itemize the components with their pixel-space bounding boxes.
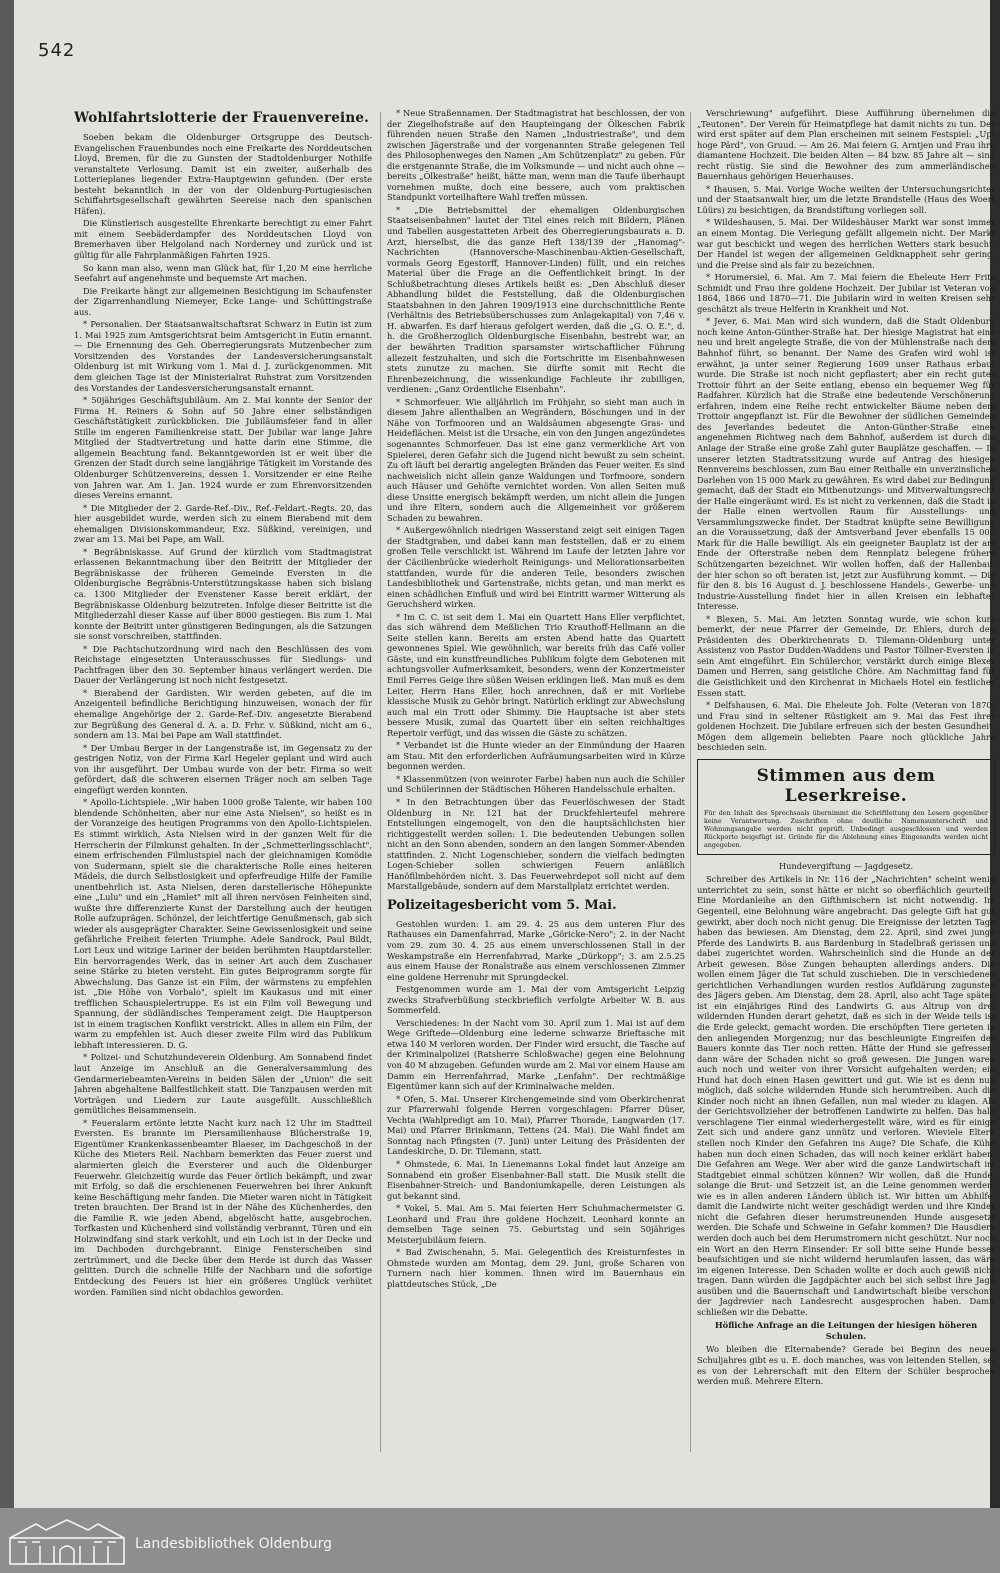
- letter-subheading: Höfliche Anfrage an die Leitungen der hiesigen höheren Schulen.: [714, 1320, 978, 1341]
- article-paragraph: * Jever, 6. Mai. Man wird sich wundern, daß die Stadt Oldenburg noch keine Anton-Günther-Straße hat. Der hiesige Magistrat hat eine neu und breit angelegte Straße, die von der Mühlenstraße nach dem Bahnhof führt, so benannt. Der Name des Grafen wird wohl ist erwähnt, ja unter seiner Regierung 1609 unser Rathaus erbaut wurde. Die Straße ist noch nicht gepflastert; aber ein recht gutes Trottoir führt an der Seite entlang, ebenso ein bequemer Weg für Radfahrer. Kürzlich hat die Straße eine bedeutende Verschönerung erfahren, indem eine Reihe recht entwickelter Bäume neben dem Trottoir angepflanzt ist. Für die Bewohner der südlichen Gemeinden des Jeverlandes bedeutet die Anton-Günther-Straße einen angenehmen Richtweg nach dem Bahnhof, außerdem ist durch die Anlage der Straße eine große Zahl guter Bauplätze geschaffen. — In unserer letzten Stadtratssitzung wurde auf Antrag des hiesigen Rennvereins beschlossen, zum Bau einer Reithalle ein unverzinsliches Darlehen von 15 000 Mark zu gewähren. Es wird dabei zur Bedingung gemacht, daß der Stadt ein Mitbenutzungs- und Mitverwaltungsrecht der Halle eingeräumt wird. Es ist nicht zu verkennen, daß die Stadt in der Halle einen wertvollen Raum für Ausstellungs- und Versammlungszwecke findet. Der Stadtrat knüpfte seine Bewilligung an die Voraussetzung, daß der Amtsverband Jever ebenfalls 15 000 Mark für die Halle bewilligt. Als ein geeigneter Bauplatz ist der am Ende der Ofterstraße neben dem Rennplatz belegene frühere Schützengarten bezeichnet. Wir wollen hoffen, daß der Hallenbau, der hier schon so oft beraten ist, jetzt zur Ausführung kommt. — Die für den 8. bis 16 August d. J. beschlossene Handels-, Gewerbe- und Industrie-Ausstellung findet hier in allen Kreisen ein lebhaftes Interesse.: [697, 316, 995, 612]
- article-paragraph: * Der Umbau Berger in der Langenstraße ist, im Gegensatz zu der gestrigen Notiz, von der Firma Karl Hegeler geplant und wird auch von ihr ausgeführt. Der Umbau wurde von der betr. Firma so weit gefördert, daß die schweren eisernen Träger noch am selben Tage eingefügt werden konnten.: [74, 742, 372, 795]
- article-paragraph: * Vokel, 5. Mai. Am 5. Mai feierten Herr Schuhmachermeister G. Leonhard und Frau ihre goldene Hochzeit. Leonhard konnte an demselben Tage seinen 75. Geburtstag und sein 50jähriges Meisterjubiläum feiern.: [387, 1203, 685, 1245]
- article-paragraph: Festgenommen wurde am 1. Mai der vom Amtsgericht Leipzig zwecks Strafverbüßung steckbrieflich verfolgte Arbeiter W. B. aus Sommerfeld.: [387, 984, 685, 1016]
- article-paragraph: * Die Mitglieder der 2. Garde-Ref.-Div., Ref.-Feldart.-Regts. 20, das hier ausgebildet wurde, werden sich zu einem Bierabend mit dem ehemaligen Divisionskommandeur, Exz. Süßkind, vereinigen, und zwar am 13. Mai bei Pape, am Wall.: [74, 502, 372, 545]
- article-paragraph: Die Künstlerisch ausgestellte Ehrenkarte berechtigt zu einer Fahrt mit einem Seebäderdampfer des Norddeutschen Lloyd von Bremerhaven über Helgoland nach Norderney und zurück und ist gültig für alle Fahrplanmäßigen Fahrten 1925.: [74, 218, 372, 261]
- article-paragraph: * 50jähriges Geschäftsjubiläum. Am 2. Mai konnte der Senior der Firma H. Reiners & Sohn auf 50 Jahre einer selbständigen Geschäftstätigkeit zurückblicken. Die Jubiläumsfeier fand in aller Stille im engeren Familienkreise statt. Der Jubilar war lange Jahre Mitglied der Stadtvertretung und hatte darin eine Stimme, die allgemein Beachtung fand. Bekanntgeworden ist er weit über die Grenzen der Stadt durch seine langjährige Tätigkeit im Vorstande des Oldenburger Schützenvereins, dessen 1. Vorsitzender er eine Reihe von Jahren war. Am 1. Jan. 1924 wurde er zum Ehrenvorsitzenden dieses Vereins ernannt.: [74, 395, 372, 501]
- library-building-icon: [6, 1518, 128, 1572]
- article-paragraph: * Im C. C. ist seit dem 1. Mai ein Quartett Hans Eller verpflichtet, das sich während dem Meßlichen Trio Krauthoff-Hellmann an die Seite stellen kann. Bereits am ersten Abend hatte das Quartett gewonnenes Spiel. Wie gewöhnlich, war bereits früh das Café voller Gäste, und ein kunstfreundliches Publikum folgte dem Gebotenen mit achtungsvoller Aufmerksamkeit, besonders, wenn der Konzertmeister Emil Ferres Geige ihre süßen Weisen erklingen ließ. Man muß es dem Leiter, Herrn Hans Eller, hoch anrechnen, daß er mit Vorliebe klassische Musik zu Gehör bringt. Natürlich erklingt zur Abwechslung auch mal ein Trott oder Shimmy. Die Hauptsache ist aber stets bessere Musik, zumal das Quartett über ein selten reichhaltiges Repertoir verfügt, und das wissen die Gäste zu schätzen.: [387, 611, 685, 738]
- article-paragraph: * Delfshausen, 6. Mai. Die Eheleute Joh. Folte (Veteran von 1870) und Frau sind in seltener Rüstigkeit am 9. Mai das Fest ihrer goldenen Hochzeit. Die Jubilare erfreuen sich der besten Gesundheit. Mögen dem allgemein beliebten Paare noch glückliche Jahre beschieden sein.: [697, 700, 995, 753]
- article-paragraph: * Neue Straßennamen. Der Stadtmagistrat hat beschlossen, der von der Ziegelhofstraße auf den Haupteingang der Ölkeschen Fabrik führenden neuen Straße den Namen „Industriestraße", und dem zwischen Jägerstraße und der vorgenannten Straße gelegenen Teil des Philosophenweges den Namen „Am Schützenplatz" zu geben. Für die erstgenannte Straße, die im Volksmunde — und nicht auch ohne — bereits „Ölkestraße" heißt, hätte man, wenn man die Taufe überhaupt vornehmen mußte, doch eine bessere, auch vom praktischen Standpunkt vorteilhaftere Wahl treffen müssen.: [387, 108, 685, 203]
- article-paragraph: * „Die Betriebsmittel der ehemaligen Oldenburgischen Staatseisenbahnen" lautet der Titel eines reich mit Bildern, Plänen und Tabellen ausgestatteten Arbeit des Oberregierungsbaurats a. D. Arzt, hierselbst, die das ganze Heft 138/139 der „Hanomag"-Nachrichten (Hannoversche-Maschinenbau-Aktien-Gesellschaft, vormals Georg Egestorff, Hannover-Linden) füllt, und ein reiches Material über die Frage an die Oeffentlichkeit bringt. In der Schlußbetrachtung dieses Artikels heißt es: „Den Abschluß dieser Abhandlung bildet die Feststellung, daß die Oldenburgischen Staatsbahnen in den Jahren 1909/1913 eine durchschnittliche Rente (Verhältnis des Betriebsüberschusses zum Anlagekapital) von 7,46 v. H. abwarfen. Es darf hieraus gefolgert werden, daß die „G. O. E.", d. h. die Großherzoglich Oldenburgische Eisenbahn, bestrebt war, an der bewährten Tradition sparsamster wirtschaftlicher Führung allezeit festzuhalten, und sich die Fortschritte im Eisenbahnwesen stets zunutze zu machen. Sie dürfte somit mit Recht die Ehrenbezeichnung, die wissenkundige Fachleute ihr zubilligen, verdienen: „Ganz Ordentliche Eisenbahn".: [387, 204, 685, 395]
- article-paragraph: * Horumersiel, 6. Mai. Am 7. Mai feiern die Eheleute Herr Fritz Schmidt und Frau ihre goldene Hochzeit. Der Jubilar ist Veteran von 1864, 1866 und 1870—71. Die Jubilarin wird in weiten Kreisen sehr geschätzt als treue Helferin in Krankheit und Not.: [697, 272, 995, 314]
- article-paragraph: * Polizei- und Schutzhundeverein Oldenburg. Am Sonnabend findet laut Anzeige im Anschluß an die Generalversammlung des Gendarmeriebeamten-Vereins in beiden Sälen der „Union" die seit Jahren abgehaltene Ballfestlichkeit statt. Die Tanzpausen werden mit Vorträgen und Liedern zur Laute ausgefüllt. Ausschließlich gemütliches Beisammensein.: [74, 1052, 372, 1116]
- article-paragraph: * Bad Zwischenahn, 5. Mai. Gelegentlich des Kreisturnfestes in Ohmstede wurden am Montag, dem 29. Juni, große Scharen von Turnern nach hier kommen. Ihnen wird im Bauernhaus ein plattdeutsches Stück, „De: [387, 1247, 685, 1289]
- newspaper-page: [14, 0, 995, 1508]
- article-paragraph: Verschriewung" aufgeführt. Diese Aufführung übernehmen die „Teutonen". Der Verein für Heimatpflege hat damit nichts zu tun. Der wird erst später auf dem Plan erscheinen mit seinem Festspiel: „Upt hoge Pärd", von Gruud. — Am 26. Mai feiern G. Arntjen und Frau ihre diamantene Hochzeit. Die beiden Alten — 84 bzw. 85 Jahre alt — sind recht rüstig. Sie sind die Bewohner des zum ammerländischen Bauernhaus gehörigen Heuerhauses.: [697, 108, 995, 182]
- column-rule: [690, 112, 691, 1452]
- article-paragraph: * Ihausen, 5. Mai. Vorige Woche weilten der Untersuchungsrichter und der Staatsanwalt hier, um die letzte Brandstelle (Haus des Woert Lüürs) zu besichtigen, da Brandstiftung vorliegen soll.: [697, 183, 995, 215]
- column-1: [74, 108, 372, 1488]
- article-paragraph: * Schmorfeuer. Wie alljährlich im Frühjahr, so sieht man auch in diesem Jahre allenthalben an Wegrändern, Böschungen und in der Nähe von Torfmooren und an Waldsäumen abgesengte Gras- und Heideflächen. Meist ist die Ursache, ein von den Jungen angezündetes sogenanntes Schmorfeuer. Das ist eine ganz vermerkliche Art von Spielerei, deren Gefahr sich die Jugend nicht bewußt zu sein scheint. Zu oft läuft bei derartig angelegten Bränden das Feuer weiter. Es sind nachweislich nicht allein ganze Waldungen und Torfmoore, sondern auch Häuser und Gehöfte vernichtet worden. Von allen Seiten muß diese Unsitte energisch bekämpft werden, um nicht allein die Jungen und ihre Eltern, sondern auch die Allgemeinheit vor größerem Schaden zu bewahren.: [387, 396, 685, 523]
- left-page-edge: [0, 0, 14, 1510]
- article-paragraph: So kann man also, wenn man Glück hat, für 1,20 M eine herrliche Seefahrt auf angenehmste und bequemste Art machen.: [74, 262, 372, 284]
- article-heading: Polizeitagesbericht vom 5. Mai.: [387, 897, 617, 913]
- column-2: [387, 108, 685, 1488]
- article-paragraph: Wo bleiben die Elternabende? Gerade bei Beginn des neuen Schuljahres gibt es u. E. doch manches, was von leitenden Stellen, sei es von der Lehrerschaft mit den Eltern der Schüler besprochen werden muß. Mehrere Eltern.: [697, 1344, 995, 1387]
- article-paragraph: * Die Pachtschutzordnung wird nach den Beschlüssen des vom Reichstage eingesetzten Unterausschusses für Siedlungs- und Pachtfragen über den 30. September hinaus verlängert werden. Die Dauer der Verlängerung ist noch nicht festgesetzt.: [74, 643, 372, 686]
- article-paragraph: Soeben bekam die Oldenburger Ortsgruppe des Deutsch-Evangelischen Frauenbundes noch eine Freikarte des Norddeutschen Lloyd, Bremen, für die zu Gunsten der Stadtoldenburger Nothilfe veranstaltete Verlosung. Damit ist ein zweiter, außerhalb des Lotterieplanes liegender Extra-Hauptgewinn gefunden. (Der erste besteht bekanntlich in der von der Oldenburg-Portugiesischen Schiffahrtsgesellschaft gewährten Seereise nach den spanischen Häfen).: [74, 132, 372, 216]
- article-paragraph: * Begräbniskasse. Auf Grund der kürzlich vom Stadtmagistrat erlassenen Bekanntmachung über den Beitritt der Mitglieder der Begräbniskasse der früheren Gemeinde Eversten in die Oldenburgische Begräbnis-Unterstützungskasse haben sich bislang ca. 1300 Mitglieder der Evenstener Kasse bereit erklärt, der Begräbniskasse Oldenburg beizutreten. Infolge dieser Beitritte ist die Mitgliederzahl dieser Kasse auf über 8000 gestiegen. Bis zum 1. Mai konnte der Beitritt unter günstigeren Bedingungen, als die Satzungen sie sonst vorschreiben, stattfinden.: [74, 546, 372, 642]
- article-paragraph: * Verbandet ist die Hunte wieder an der Einmündung der Haaren am Stau. Mit den erforderlichen Aufräumungsarbeiten wird in Kürze begonnen werden.: [387, 740, 685, 772]
- column-3: [697, 108, 995, 1488]
- reader-letters-disclaimer: Für den Inhalt des Sprechsaals übernimmt die Schriftleitung den Lesern gegenüber keine Verantwortung. Zuschriften ohne deutliche Namensunterschrift und Wohnungsangabe werden nicht geprüft. Unbedingt ausgeschlossen und werden Rückporto beigefügt ist. Gründe für die Ablehnung eines Eingesandts werden nicht angegeben.: [704, 808, 988, 849]
- article-paragraph: Die Freikarte hängt zur allgemeinen Besichtigung im Schaufenster der Zigarrenhandlung Niemeyer, Ecke Lange- und Schüttingstraße aus.: [74, 285, 372, 317]
- article-paragraph: * Ohmstede, 6. Mai. In Lienemanns Lokal findet laut Anzeige am Sonnabend ein großer Eisenbahner-Ball statt. Die Musik stellt die Eisenbahner-Streich- und Bandoniumkapelle, deren Leistungen als gut bekannt sind.: [387, 1158, 685, 1201]
- article-paragraph: * Apollo-Lichtspiele. „Wir haben 1000 große Talente, wir haben 100 blendende Schönheiten, aber nur eine Asta Nielsen", so heißt es in der Voranzeige des heutigen Programms von den Apollo-Lichtspielen. Es stimmt wirklich, Asta Nielsen wird in der ganzen Welt für die Herrscherin der Filmkunst gehalten. In der „Schmetterlingsschlacht", einem erfrischenden Filmlustspiel nach der gleichnamigen Komödie von Sudermann, spielt sie die charakterische Rolle eines heiteren Mädels, die durch Selbstlosigkeit und opferfreudige Hilfe der Familie unentbehrlich ist. Asta Nielsen, deren darstellerische Höhepunkte eine „Lulu" und ein „Hamlet" mit all ihren nervösen Feinheiten sind, wußte ihre differenzierte Kunst der Darstellung auch der heutigen Rolle aufzuprägen. Schönzel, der leichtfertige Genußmensch, gab sich wieder als ausgeprägter Charakter. Seine Gewissenlosigkeit und seine gefährliche Freiheit feierten Triumphe. Adele Sandrock, Paul Bildt, Lori Leux und witzige Lariner der beiden berühmten Hauptdarsteller. Ein hervorragendes Werk, das in seiner Art auch dem Zuschauer seine Stärke zu bieten versteht. Ein gutes Beiprogramm sorgte für Abwechslung. Das Ganze ist ein Film, der wärmstens zu empfehlen ist. „Die Höhe von Vorbalo", spielt im Kaukasus und mit einer trefflichen Schauspielertruppe. Es ist ein Film voll Bewegung und Spannung, der südländisches Temperament zeigt. Die Hauptperson ist in einem tragischen Konflikt verstrickt. Alles in allem ein Film, der warm zu empfehlen ist. Auch dieser zweite Film wird das Publikum lebhaft interessieren. D. G.: [74, 797, 372, 1050]
- article-paragraph: * Klassenmützen (von weinroter Farbe) haben nun auch die Schüler und Schülerinnen der Städtischen Höheren Handelsschule erhalten.: [387, 773, 685, 795]
- letter-subheading: Hundevergiftung — Jagdgesetz.: [778, 860, 914, 871]
- article-heading: Wohlfahrtslotterie der Frauenvereine.: [74, 110, 370, 126]
- article-paragraph: * Feueralarm ertönte letzte Nacht kurz nach 12 Uhr im Stadtteil Eversten. Es brannte im Piersamilienhause Blücherstraße 19, Eigentümer Krankenkassenbeamter Blaeser, im Dachgeschoß in der Küche des Mieters Reil. Nachbarn bemerkten das Feuer zuerst und alarmierten gleich die Eversterer und auch die Oldenburger Feuerwehr. Gleichzeitig wurde das Feuer örtlich bekämpft, und zwar mit Erfolg, so daß die erschienenen Feuerwehren bei ihrer Ankunft keine Beschäftigung mehr fanden. Die Mieter waren nicht in Tätigkeit treten brauchten. Der Brand ist in der Nähe des Küchenherdes, den die Familie R. wie jeden Abend, abgelöscht hatte, ausgebrochen. Torfkasten und Küchenherd sind vollständig verbrannt, Türen und ein Holzwindfang sind stark verkohlt, und ein Loch ist in der Decke und im Dachboden durchgebrannt. Einige Fensterscheiben sind zertrümmert, und die Decke über dem Herde ist durch das Wasser gelitten. Durch die schnelle Hilfe der Nachbarn und die sofortige Entdeckung des Feuers ist hier ein größeres Unglück verhütet worden. Familien sind nicht obdachlos geworden.: [74, 1117, 372, 1297]
- article-paragraph: Verschiedenes: In der Nacht vom 30. April zum 1. Mai ist auf dem Wege Griftede—Oldenburg eine lederne schwarze Brieftasche mit etwa 140 M verloren worden. Der Finder wird ersucht, die Tasche auf der Kriminalpolizei (Ratsherre Schloßwache) gegen eine Belohnung von 40 M abzugeben. Gefunden wurde am 2. Mai vor einem Hause am Damm ein Herrenfahrrad, Marke „Lenfahn". Der rechtmäßige Eigentümer kann sich auf der Kriminalwache melden.: [387, 1017, 685, 1092]
- footer-bar: [0, 1508, 1000, 1573]
- article-paragraph: * Bierabend der Gardisten. Wir werden gebeten, auf die im Anzeigenteil befindliche Berichtigung hinzuweisen, wonach der für ehemalige Angehörige der 2. Garde-Ref.-Div. angesetzte Bierabend zur Begrüßung des General d. A. a. D. Frhr. v. Süßkind, nicht am 6., sondern am 13. Mai bei Pape am Wall stattfindet.: [74, 687, 372, 741]
- article-paragraph: * Ofen, 5. Mai. Unserer Kirchengemeinde sind vom Oberkirchenrat zur Pfarrerwahl folgende Herren vorgeschlagen: Pfarrer Düser, Vechta (Wahlpredigt am 10. Mai), Pfarrer Thorade, Langwarden (17. Mai) und Pfarrer Brinkmann, Tettens (24. Mai). Die Wahl findet am Sonntag nach Pfingsten (7. Juni) unter Leitung des Präsidenten der Landeskirche, D. Dr. Tilemann, statt.: [387, 1093, 685, 1157]
- article-paragraph: * In den Betrachtungen über das Feuerlöschwesen der Stadt Oldenburg in Nr. 121 hat der Druckfehlerteufel mehrere Entstellungen eingemogelt, von den die hauptsächlichsten hier richtiggestellt werden sollen: 1. Die bedeutenden Uebungen sollen nicht an den Sonn abenden, sondern an den langen Sommer-Abenden stattfinden. 2. Nicht Logenschieber, sondern die vielfach bedingten Logen-Schieber sollen schwierigen Feuern anläßlich Hanöfilmbehörden nicht. 3. Das Feuerwehrdepot soll nicht auf dem Marstallgebäude, sondern auf dem Marstallplatz errichtet werden.: [387, 797, 685, 892]
- library-name: Landesbibliothek Oldenburg: [135, 1536, 333, 1552]
- article-paragraph: Schreiber des Artikels in Nr. 116 der „Nachrichten" scheint wenig unterrichtet zu sein, sonst hätte er nicht so oberflächlich geurteilt. Eine Mordanleihe an den Gifthmischern ist nicht notwendig. Im Gegenteil, eine Belohnung wäre angebracht. Das gelegte Gift hat gut gewirkt, aber doch noch nicht genug. Die Ereignisse der letzten Tage haben das bewiesen. Am Dienstag, dem 22. April, sind zwei junge Pferde des Landwirts B. aus Bardenburg in Stadelbraß gerissen und dabei zugerichtet worden. Wahrscheinlich sind die Hunde an der Arbeit gewesen. Böse Zungen behaupten allerdings anders. Die wollen einem Jäger die Tat schuld zuschieben. Die in verschiedenen gerichtlichen Verhandlungen wurden restlos Aufklärung zugunsten des Jägers geben. Am Dienstag, dem 28. April, also acht Tage später, ist ein einjähriges Rind des Landwirts G. aus Altrup von drei wildernden Hunden derart gehetzt, daß es sich in der Weide teils ist die Erde geleckt, gemacht worden. Die erschöpften Tiere gerieten in den anliegenden Morgenzug; nur das beschleunigte Eingreifen des Bauers konnte das Tier noch retten. Hätte der Hund sie gefressen, dann wäre der Schaden nicht so groß gewesen. Die Jungen waren auch noch und weiter von ihrer Vorsicht aufgehalten werden; ein Hund hat doch einen Hasen gewittert und gut. Wie ist es denn nun möglich, daß solche wildernden Hunde sich herumtreiben. Auch die Kinder noch nicht an ihnen Gefallen, nun mal wieder zu klagen. Als der Gerichtsvollzieher der betroffenen Landwirte zu helfen. Das halb verschlagene Tier einmal wiederhergestellt wäre, wird es für einige Zeit sich und andere ganz unnütz und verloren. Wieviele Eltern stellen noch Kinder den Gefahren ins Auge? Die Schafe, die Kühe haben nun doch einen Schaden, das will noch keiner erklärt haben. Die Gefahren am Wege. Wer aber wird die ganze Landwirtschaft im Stadtgebiet einmal schützen können? Wir wollen, daß die Hunde, solange die Brut- und Setzzeit ist, an die Leine genommen werden, wie es in allen anderen Ländern üblich ist. Wir bitten um Abhilfe, damit die Landwirte nicht weiter geschädigt werden und ihre Kinder nicht die Gefahren dieser herumstreunenden Hunde ausgesetzt werden. Die Schafe und Schweine in Gefahr kommen? Die Hausdiere werden doch auch bei dem Herumstromern nicht geschützt. Nur noch ein Wort an den Herrn Einsender: Er soll bitte seine Hunde besser beaufsichtigen und sie nicht wildernd herumlaufen lassen, das wäre im eigenen Interesse. Den Schaden wollte er doch auch gewiß nicht tragen. Dann würden die Jagdpächter auch bei sich selbst ihre Jagd ausüben und die Bauernschaft und Landwirtschaft bleibe verschont, der Jagdrevier nach Landesrecht ausgesprochen haben. Damit schließen wir die Debatte.: [697, 874, 995, 1317]
- reader-letters-box: [697, 759, 995, 855]
- page-number: 542: [38, 40, 76, 61]
- article-paragraph: * Außergewöhnlich niedrigen Wasserstand zeigt seit einigen Tagen der Stadtgraben, und dabei kann man feststellen, daß er zu einem großen Teile verschlickt ist. Während im Laufe der letzten Jahre vor der Cäcilienbrücke wiederholt Reinigungs- und Meliorationsarbeiten stattfanden, wurde für die anderen Teile, besonders zwischen Landesbibliothek und Gartenstraße, nichts getan, und man merkt es einen schädlichen Einfluß und wird bei Eintritt warmer Witterung als Geruchsherd wirken.: [387, 525, 685, 610]
- reader-letters-title: Stimmen aus dem Leserkreise.: [756, 765, 936, 806]
- article-paragraph: Gestohlen wurden: 1. am 29. 4. 25 aus dem unteren Flur des Rathauses ein Damenfahrrad, Marke „Göricke-Nero"; 2. in der Nacht vom 29. zum 30. 4. 25 aus einem unverschlossenen Stall in der Weskampstraße ein Herrenfahrrad, Marke „Dürkopp"; 3. am 2.5.25 aus einem Hause der Ronalstraße aus einem verschlossenen Zimmer eine goldene Herrenuhr mit Sprungdeckel.: [387, 918, 685, 982]
- article-paragraph: * Wildeshausen, 5. Mai. Der Wildeshäuser Markt war sonst immer an einem Montag. Die Verlegung gefällt allgemein nicht. Der Markt war gut beschickt und wegen des herrlichen Wetters stark besucht. Der Handel ist wegen der allgemeinen Geldknappheit sehr gering, und die Preise sind als fair zu bezeichnen.: [697, 217, 995, 270]
- article-paragraph: * Blexen, 5. Mai. Am letzten Sonntag wurde, wie schon kurz bemerkt, der neue Pfarrer der Gemeinde, Dr. Ehlers, durch den Präsidenten des Oberkirchenrats D. Tilemann-Oldenburg unter Assistenz von Pastor Dudden-Waddens und Pastor Töllner-Eversten in sein Amt eingeführt. Ein Schülerchor, verstärkt durch einige Blexer Damen und Herren, sang geistliche Chöre. Am Nachmittag fand für die Geistlichkeit und den Kirchenrat in Michaels Hotel ein festliches Essen statt.: [697, 613, 995, 698]
- column-rule: [380, 112, 381, 1452]
- article-paragraph: * Personalien. Der Staatsanwaltschaftsrat Schwarz in Eutin ist zum 1. Mai 1925 zum Amtsgerichtsrat beim Amtsgericht in Eutin ernannt. — Die Ernennung des Geh. Oberregierungsrats Mutzenbecher zum Vorsitzenden des Vorstandes der Landesversicherungsanstalt Oldenburg ist mit Wirkung vom 1. Mai d. J. zurückgenommen. Mit dem gleichen Tage ist der Ministerialrat Ruhstrat zum Vorsitzenden des Vorstandes der Landesversicherungsanstalt ernannt.: [74, 319, 372, 393]
